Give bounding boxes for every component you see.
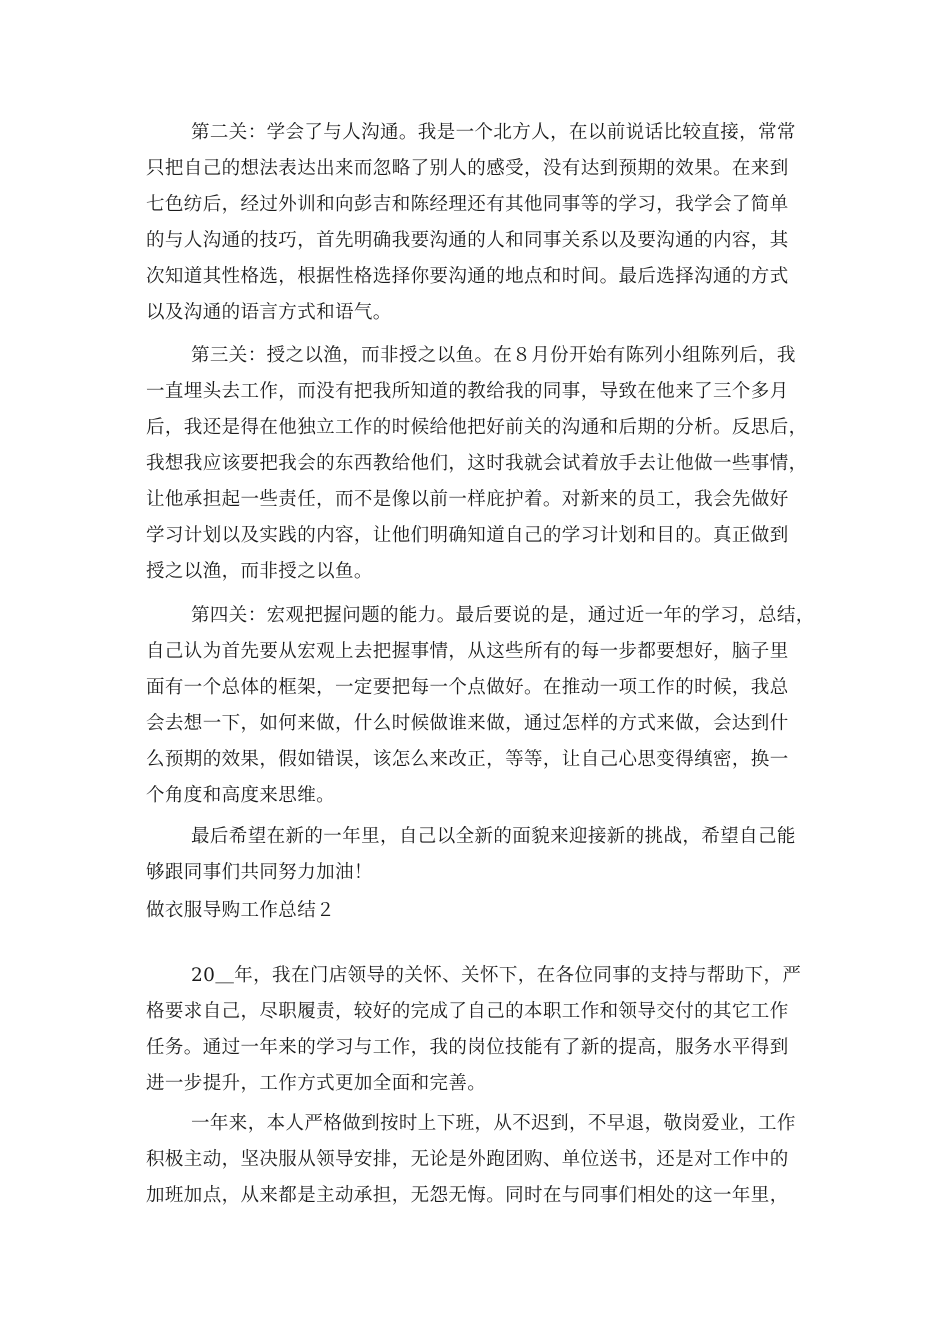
text-line: 够跟同事们共同努力加油！	[146, 862, 373, 883]
paragraph-closing-hope	[146, 819, 816, 891]
text-line: 最后希望在新的一年里，自己以全新的面貌来迎接新的挑战，希望自己能	[191, 826, 796, 847]
text-line: 进一步提升，工作方式更加全面和完善。	[146, 1073, 487, 1094]
text-line: 么预期的效果，假如错误，该怎么来改正，等等，让自己心思变得缜密，换一	[146, 749, 789, 770]
text-line: 一直埋头去工作，而没有把我所知道的教给我的同事，导致在他来了三个多月	[146, 381, 789, 402]
text-line: 面有一个总体的框架，一定要把每一个点做好。在推动一项工作的时候，我总	[146, 677, 789, 698]
text-line: 加班加点，从来都是主动承担，无怨无悔。同时在与同事们相处的这一年里，	[146, 1185, 789, 1206]
text-line: 积极主动，坚决服从领导安排，无论是外跑团购、单位送书，还是对工作中的	[146, 1149, 789, 1170]
paragraph-second-level	[146, 115, 816, 331]
paragraph-work-attitude	[146, 1106, 816, 1214]
text-line: 会去想一下，如何来做，什么时候做谁来做，通过怎样的方式来做，会达到什	[146, 713, 789, 734]
text-line: 一年来，本人严格做到按时上下班，从不迟到，不早退，敬岗爱业，工作	[191, 1113, 796, 1134]
text-line: 七色纺后，经过外训和向彭吉和陈经理还有其他同事等的学习，我学会了简单	[146, 194, 789, 215]
text-line: 个角度和高度来思维。	[146, 785, 336, 806]
text-line: 后，我还是得在他独立工作的时候给他把好前关的沟通和后期的分析。反思后，	[146, 417, 808, 438]
text-line: 让他承担起一些责任，而不是像以前一样庇护着。对新来的员工，我会先做好	[146, 489, 789, 510]
section-heading	[146, 893, 816, 929]
text-line: 只把自己的想法表达出来而忽略了别人的感受，没有达到预期的效果。在来到	[146, 158, 789, 179]
paragraph-fourth-level	[146, 598, 816, 814]
text-line: 第二关：学会了与人沟通。我是一个北方人，在以前说话比较直接，常常	[191, 122, 796, 143]
text-line: 第三关：授之以渔，而非授之以鱼。在８月份开始有陈列小组陈列后，我	[191, 345, 796, 366]
text-line: 授之以渔，而非授之以鱼。	[146, 561, 373, 582]
text-line: 的与人沟通的技巧，首先明确我要沟通的人和同事关系以及要沟通的内容，其	[146, 230, 789, 251]
paragraph-year-summary	[146, 958, 816, 1102]
page-title: 做衣服导购工作总结２	[146, 900, 336, 921]
text-line: 学习计划以及实践的内容，让他们明确知道自己的学习计划和目的。真正做到	[146, 525, 789, 546]
text-line: 自己认为首先要从宏观上去把握事情，从这些所有的每一步都要想好，脑子里	[146, 641, 789, 662]
text-line: 我想我应该要把我会的东西教给他们，这时我就会试着放手去让他做一些事情，	[146, 453, 808, 474]
text-line: 20＿年，我在门店领导的关怀、关怀下，在各位同事的支持与帮助下，严	[191, 965, 802, 986]
paragraph-third-level	[146, 338, 816, 590]
text-line: 以及沟通的语言方式和语气。	[146, 302, 392, 323]
text-line: 次知道其性格选，根据性格选择你要沟通的地点和时间。最后选择沟通的方式	[146, 266, 789, 287]
text-line: 第四关：宏观把握问题的能力。最后要说的是，通过近一年的学习，总结，	[191, 605, 815, 626]
text-line: 任务。通过一年来的学习与工作，我的岗位技能有了新的提高，服务水平得到	[146, 1037, 789, 1058]
text-line: 格要求自己，尽职履责，较好的完成了自己的本职工作和领导交付的其它工作	[146, 1001, 789, 1022]
